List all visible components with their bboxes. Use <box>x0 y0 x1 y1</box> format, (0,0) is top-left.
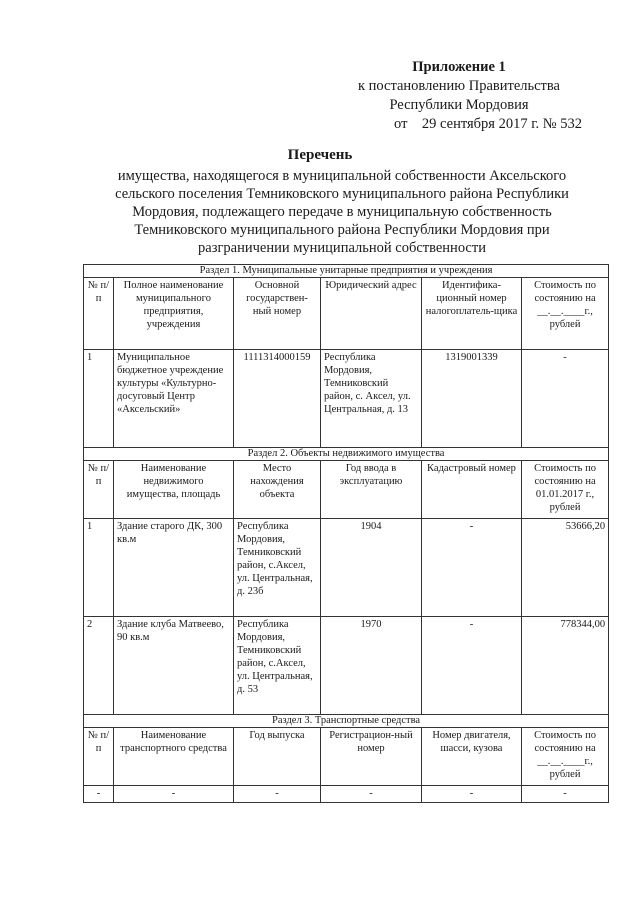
table-cell: - <box>234 786 321 803</box>
column-header: Идентифика-ционный номер налогоплатель-щика <box>422 278 522 350</box>
table-cell: - <box>422 786 522 803</box>
document-title: Перечень <box>287 147 353 163</box>
table-cell: - <box>422 617 522 715</box>
column-header: Полное наименование муниципального предприятия, учреждения <box>114 278 234 350</box>
table-cell: - <box>522 786 609 803</box>
section-3-title: Раздел 3. Транспортные средства <box>84 715 609 728</box>
table-cell: 778344,00 <box>522 617 609 715</box>
section-1-header-row <box>84 278 609 350</box>
header-line-2: Республики Мордовия <box>389 97 529 113</box>
table-cell: - <box>84 786 114 803</box>
subtitle-line: разграничении муниципальной собственности <box>198 240 486 256</box>
column-header: № п/п <box>84 278 114 350</box>
table-cell: 1970 <box>321 617 422 715</box>
table-row <box>84 786 609 803</box>
table-cell: - <box>422 519 522 617</box>
document-subtitle <box>84 167 600 257</box>
column-header: № п/п <box>84 728 114 786</box>
decree-date-number: от 29 сентября 2017 г. № 532 <box>394 116 582 132</box>
table-cell: 1 <box>84 350 114 448</box>
section-3-header-row <box>84 728 609 786</box>
table-cell: 1319001339 <box>422 350 522 448</box>
column-header: № п/п <box>84 461 114 519</box>
section-2-header-row <box>84 461 609 519</box>
section-1-title: Раздел 1. Муниципальные унитарные предприятия и учреждения <box>84 265 609 278</box>
section-2-title-row <box>84 448 609 461</box>
table-cell: Здание клуба Матвеево, 90 кв.м <box>114 617 234 715</box>
subtitle-line: имущества, находящегося в муниципальной собственности Аксельского <box>117 168 567 184</box>
table-cell: 2 <box>84 617 114 715</box>
column-header: Год ввода в эксплуатацию <box>321 461 422 519</box>
section-3-title-row <box>84 715 609 728</box>
appendix-header <box>334 58 584 134</box>
table-cell: Муниципальное бюджетное учреждение культуры «Культурно-досуговый Центр «Аксельский» <box>114 350 234 448</box>
table-cell: 1904 <box>321 519 422 617</box>
column-header: Регистрацион-ный номер <box>321 728 422 786</box>
table-row <box>84 519 609 617</box>
table-cell: 1111314000159 <box>234 350 321 448</box>
subtitle-line: сельского поселения Темниковского муниципального района Республики <box>115 186 569 202</box>
subtitle-line: Темниковского муниципального района Республики Мордовия при <box>134 222 550 238</box>
section-1-title-row <box>84 265 609 278</box>
section-2-title: Раздел 2. Объекты недвижимого имущества <box>84 448 609 461</box>
column-header: Основной государствен-ный номер <box>234 278 321 350</box>
table-cell: Здание старого ДК, 300 кв.м <box>114 519 234 617</box>
column-header: Наименование транспортного средства <box>114 728 234 786</box>
column-header: Год выпуска <box>234 728 321 786</box>
table-cell: Республика Мордовия, Темниковский район, с. Аксел, ул. Центральная, д. 13 <box>321 350 422 448</box>
table-cell: Республика Мордовия, Темниковский район, с.Аксел, ул. Центральная, д. 53 <box>234 617 321 715</box>
column-header: Стоимость по состоянию на __.__.____г., рублей <box>522 728 609 786</box>
table-cell: - <box>114 786 234 803</box>
column-header: Стоимость по состоянию на __.__.____г., рублей <box>522 278 609 350</box>
property-list-table <box>83 264 609 803</box>
appendix-title: Приложение 1 <box>412 59 506 75</box>
column-header: Наименование недвижимого имущества, площадь <box>114 461 234 519</box>
column-header: Номер двигателя, шасси, кузова <box>422 728 522 786</box>
subtitle-line: Мордовия, подлежащего передаче в муниципальную собственность <box>132 204 552 220</box>
column-header: Юридический адрес <box>321 278 422 350</box>
column-header: Кадастровый номер <box>422 461 522 519</box>
header-line-1: к постановлению Правительства <box>358 78 560 94</box>
table-row <box>84 350 609 448</box>
column-header: Место нахождения объекта <box>234 461 321 519</box>
column-header: Стоимость по состоянию на 01.01.2017 г., рублей <box>522 461 609 519</box>
table-cell: 53666,20 <box>522 519 609 617</box>
table-cell: 1 <box>84 519 114 617</box>
table-cell: Республика Мордовия, Темниковский район, с.Аксел, ул. Центральная, д. 23б <box>234 519 321 617</box>
table-row <box>84 617 609 715</box>
table-cell: - <box>321 786 422 803</box>
table-cell: - <box>522 350 609 448</box>
